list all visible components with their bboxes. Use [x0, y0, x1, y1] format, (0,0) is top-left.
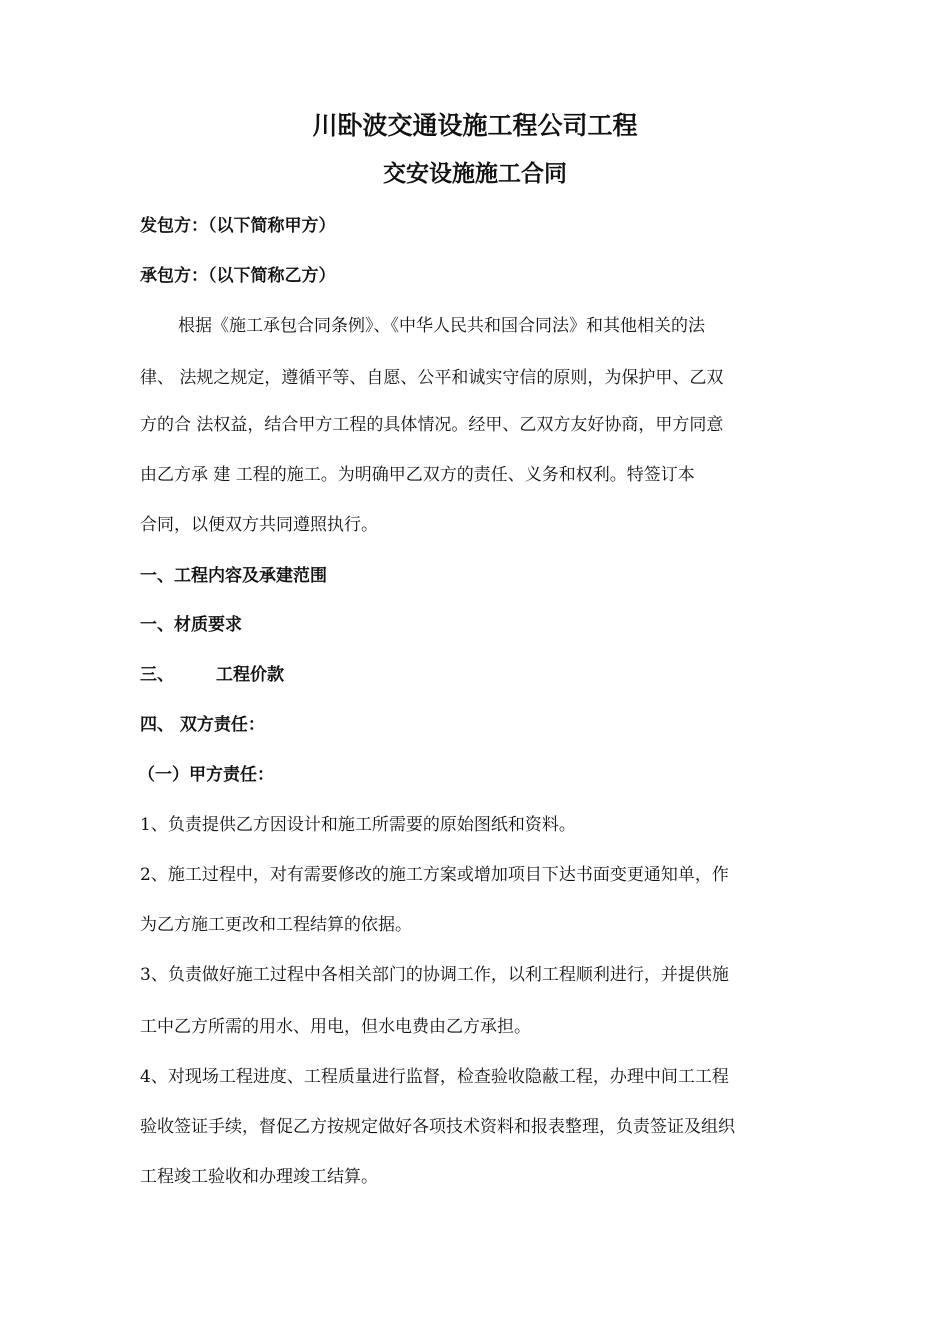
responsibility-item: 4、对现场工程进度、工程质量进行监督，检查验收隐蔽工程，办理中间工工程: [140, 1067, 729, 1087]
intro-line: 根据《施工承包合同条例》、《中华人民共和国合同法》和其他相关的法: [178, 316, 705, 336]
responsibility-item: 工程竣工验收和办理竣工结算。: [140, 1167, 378, 1187]
intro-line: 由乙方承 建 工程的施工。为明确甲乙双方的责任、义务和权利。特签订本: [140, 465, 695, 485]
document-title: 川卧波交通设施工程公司工程: [312, 111, 638, 140]
party-b-line: 承包方：（以下简称乙方）: [140, 266, 336, 286]
responsibility-item: 为乙方施工更改和工程结算的依据。: [140, 915, 412, 935]
section-heading-3-text: 工程价款: [216, 665, 284, 685]
section-heading-2: 一、材质要求: [140, 615, 242, 635]
document-subtitle: 交安设施施工合同: [383, 161, 567, 187]
subsection-heading: （一）甲方责任：: [138, 765, 274, 785]
section-heading-4: 四、 双方责任：: [140, 715, 265, 735]
intro-line: 方的合 法权益，结合甲方工程的具体情况。经甲、乙双方友好协商，甲方同意: [140, 415, 724, 435]
responsibility-item: 验收签证手续，督促乙方按规定做好各项技术资料和报表整理，负责签证及组织: [140, 1117, 735, 1137]
responsibility-item: 3、负责做好施工过程中各相关部门的协调工作，以利工程顺利进行，并提供施: [140, 965, 729, 985]
section-heading-1: 一、工程内容及承建范围: [140, 566, 327, 586]
responsibility-item: 1、负责提供乙方因设计和施工所需要的原始图纸和资料。: [140, 815, 576, 835]
intro-line: 合同，以便双方共同遵照执行。: [140, 515, 378, 535]
intro-line: 律、 法规之规定，遵循平等、自愿、公平和诚实守信的原则，为保护甲、乙双: [140, 368, 724, 388]
responsibility-item: 工中乙方所需的用水、用电，但水电费由乙方承担。: [140, 1017, 531, 1037]
responsibility-item: 2、施工过程中，对有需要修改的施工方案或增加项目下达书面变更通知单，作: [140, 865, 729, 885]
section-heading-3-number: 三、: [140, 665, 174, 685]
party-a-line: 发包方：（以下简称甲方）: [140, 216, 336, 236]
